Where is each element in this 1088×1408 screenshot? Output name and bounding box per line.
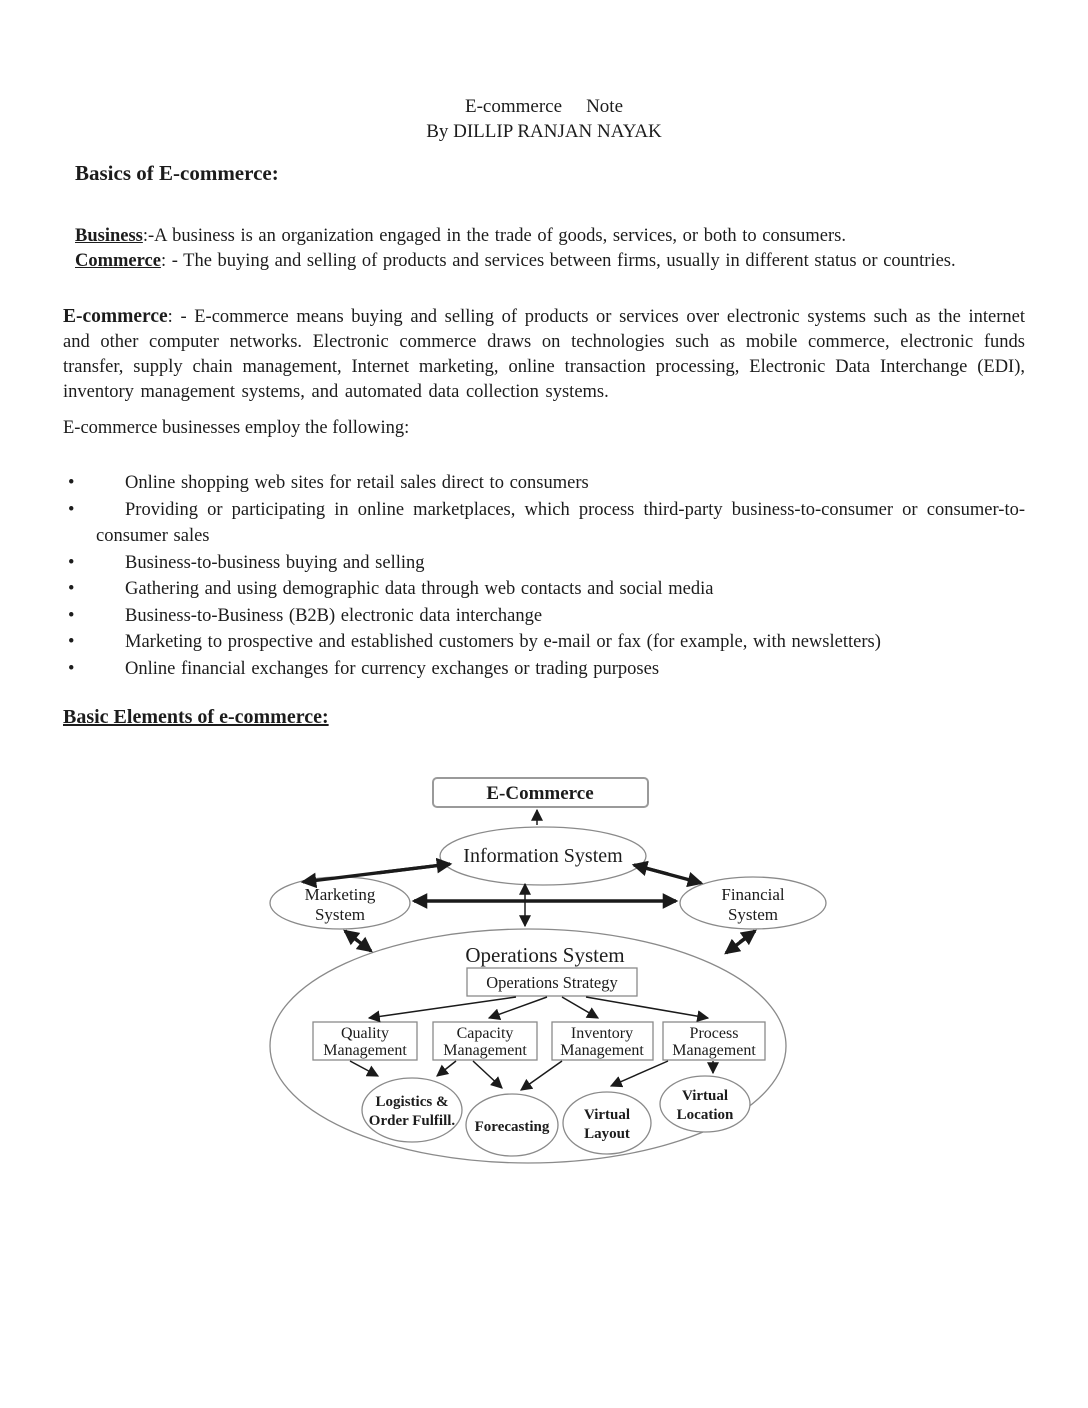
bullet-icon: • — [68, 552, 75, 573]
logistics-label-line1: Logistics & — [375, 1094, 449, 1110]
definition-commerce-text: : - The buying and selling of products and services between firms, usually in different status or countries. — [160, 251, 956, 271]
forecasting-label: Forecasting — [474, 1119, 550, 1135]
definition-business-text: :-A business is an organization engaged in the trade of goods, services, or both to consumers. — [142, 226, 846, 246]
bullet-icon: • — [68, 605, 75, 626]
financial-label-line1: Financial — [721, 885, 785, 904]
term-business: Business — [75, 226, 143, 246]
virtual-location-label-line1: Virtual — [681, 1088, 729, 1104]
inventory-label-line1: Inventory — [570, 1025, 634, 1042]
virtual-location-label-line2: Location — [676, 1107, 734, 1123]
list-item: • Providing or participating in online marketplaces, which process third-party business-to-consumer or consumer-to-consumer sales — [63, 497, 1025, 550]
list-item: • Online shopping web sites for retail sales direct to consumers — [63, 470, 1025, 497]
list-item: • Online financial exchanges for currency exchanges or trading purposes — [63, 656, 1025, 683]
process-label-line2: Management — [672, 1042, 756, 1059]
document-byline: By DILLIP RANJAN NAYAK — [426, 121, 662, 142]
operations-system-label: Operations System — [465, 943, 625, 967]
bullet-icon: • — [68, 579, 75, 599]
information-system-label: Information System — [463, 845, 623, 867]
ecommerce-label: E-Commerce — [486, 783, 594, 804]
bullet-icon: • — [68, 473, 75, 493]
heading-basic-elements: Basic Elements of e-commerce: — [63, 706, 329, 728]
inventory-label-line2: Management — [560, 1042, 644, 1059]
logistics-ellipse — [362, 1078, 462, 1142]
process-label-line1: Process — [689, 1025, 739, 1042]
term-commerce: Commerce — [75, 251, 161, 271]
financial-label-line2: System — [727, 905, 779, 924]
bullet-icon: • — [68, 658, 75, 679]
quality-label-line2: Management — [323, 1042, 407, 1059]
logistics-label-line2: Order Fulfill. — [368, 1113, 456, 1129]
term-ecommerce: E-commerce — [63, 306, 168, 327]
virtual-layout-label-line2: Layout — [584, 1126, 630, 1142]
list-item: • Business-to-Business (B2B) electronic data interchange — [63, 603, 1025, 630]
virtual-layout-label-line1: Virtual — [583, 1107, 631, 1123]
list-item: • Business-to-business buying and selling — [63, 550, 1025, 577]
operations-strategy-label: Operations Strategy — [486, 973, 618, 992]
list-item: • Gathering and using demographic data through web contacts and social media — [63, 576, 1025, 603]
document-title: E-commerce Note — [465, 96, 623, 117]
capacity-label-line1: Capacity — [456, 1025, 514, 1042]
quality-label-line1: Quality — [341, 1025, 389, 1042]
employ-line: E-commerce businesses employ the following: — [63, 418, 410, 438]
list-item: • Marketing to prospective and established customers by e-mail or fax (for example, with newsletters) — [63, 629, 1025, 656]
marketing-label-line2: System — [314, 905, 366, 924]
heading-basics-of-ecommerce: Basics of E-commerce: — [75, 161, 279, 185]
virtual-layout-ellipse — [563, 1092, 651, 1154]
paragraph-ecommerce-text: : - E-commerce means buying and selling of products or services over electronic systems such as the internet and other computer networks. Electronic commerce draws on technologies such as mobile commerce, electronic funds transfer, supply chain management, Internet marketing, online transaction processing, Electronic Data Interchange (EDI), inventory management systems, and automated data collection systems. — [63, 307, 1025, 402]
marketing-label-line1: Marketing — [304, 885, 376, 904]
virtual-location-ellipse — [660, 1076, 750, 1132]
capacity-label-line2: Management — [443, 1042, 527, 1059]
bullet-icon: • — [68, 632, 75, 652]
bullet-icon: • — [68, 499, 75, 520]
